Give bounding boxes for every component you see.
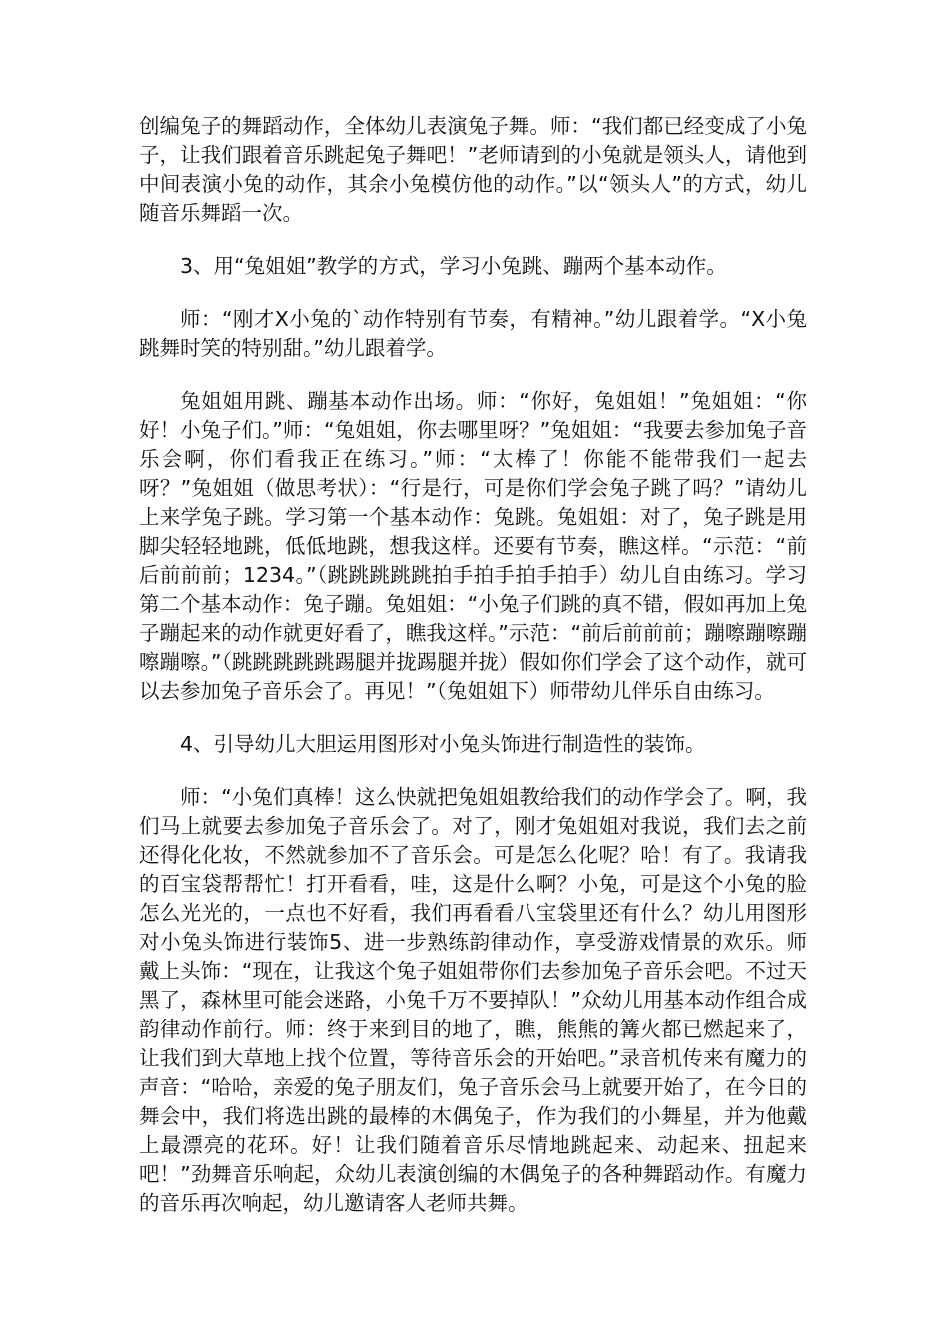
paragraph-decoration-and-concert: 师：“小兔们真棒！这么快就把兔姐姐教给我们的动作学会了。啊，我们马上就要去参加兔子音乐会了。对了，刚才兔姐姐对我说，我们去之前还得化化妆，不然就参加不了音乐会。可是怎么化呢？哈！有了。我请我的百宝袋帮帮忙！打开看看，哇，这是什么啊？小兔，可是这个小兔的脸怎么光光的，一点也不好看，我们再看看八宝袋里还有什么？幼儿用图形对小兔头饰进行装饰5、进一步熟练韵律动作，享受游戏情景的欢乐。师戴上头饰：“现在，让我这个兔子姐姐带你们去参加兔子音乐会吧。不过天黑了，森林里可能会迷路，小兔千万不要掉队！”众幼儿用基本动作组合成韵律动作前行。师：终于来到目的地了，瞧，熊熊的篝火都已燃起来了，让我们到大草地上找个位置，等待音乐会的开始吧。”录音机传来有魔力的声音：“哈哈，亲爱的兔子朋友们，兔子音乐会马上就要开始了，在今日的舞会中，我们将选出跳的最棒的木偶兔子，作为我们的小舞星，并为他戴上最漂亮的花环。好！让我们随着音乐尽情地跳起来、动起来、扭起来吧！”劲舞音乐响起，众幼儿表演创编的木偶兔子的各种舞蹈动作。有魔力的音乐再次响起，幼儿邀请客人老师共舞。: [139, 785, 807, 1215]
paragraph-step-3-heading: 3、用“兔姐姐”教学的方式，学习小兔跳、蹦两个基本动作。: [180, 254, 727, 278]
paragraph-teacher-praise: 师：“刚才X小兔的`动作特别有节奏，有精神。”幼儿跟着学。“X小兔跳舞时笑的特别甜。”幼儿跟着学。: [139, 307, 807, 360]
paragraph-rabbit-sister-lesson: 兔姐姐用跳、蹦基本动作出场。师：“你好，兔姐姐！”兔姐姐：“你好！小兔子们。”师：“兔姐姐，你去哪里呀？”兔姐姐：“我要去参加兔子音乐会啊，你们看我正在练习。”师：“太棒了！你能不能带我们一起去呀？”兔姐姐（做思考状）：“行是行，可是你们学会兔子跳了吗？”请幼儿上来学兔子跳。学习第一个基本动作：兔跳。兔姐姐：对了，兔子跳是用脚尖轻轻地跳，低低地跳，想我这样。还要有节奏，瞧这样。“示范：“前后前前前；1234。”（跳跳跳跳跳拍手拍手拍手拍手）幼儿自由练习。学习第二个基本动作：兔子蹦。兔姐姐：“小兔子们跳的真不错，假如再加上兔子蹦起来的动作就更好看了，瞧我这样。”示范：“前后前前前；蹦嚓蹦嚓蹦嚓蹦嚓。”（跳跳跳跳跳踢腿并拢踢腿并拢）假如你们学会了这个动作，就可以去参加兔子音乐会了。再见！”（兔姐姐下）师带幼儿伴乐自由练习。: [139, 389, 807, 703]
paragraph-dance-intro: 创编兔子的舞蹈动作，全体幼儿表演兔子舞。师：“我们都已经变成了小兔子，让我们跟着音乐跳起兔子舞吧！”老师请到的小兔就是领头人，请他到中间表演小兔的动作，其余小兔模仿他的动作。”以“领头人”的方式，幼儿随音乐舞蹈一次。: [139, 114, 807, 225]
document-body: [139, 112, 807, 1242]
paragraph-step-4-heading: 4、引导幼儿大胆运用图形对小兔头饰进行制造性的装饰。: [180, 732, 706, 756]
